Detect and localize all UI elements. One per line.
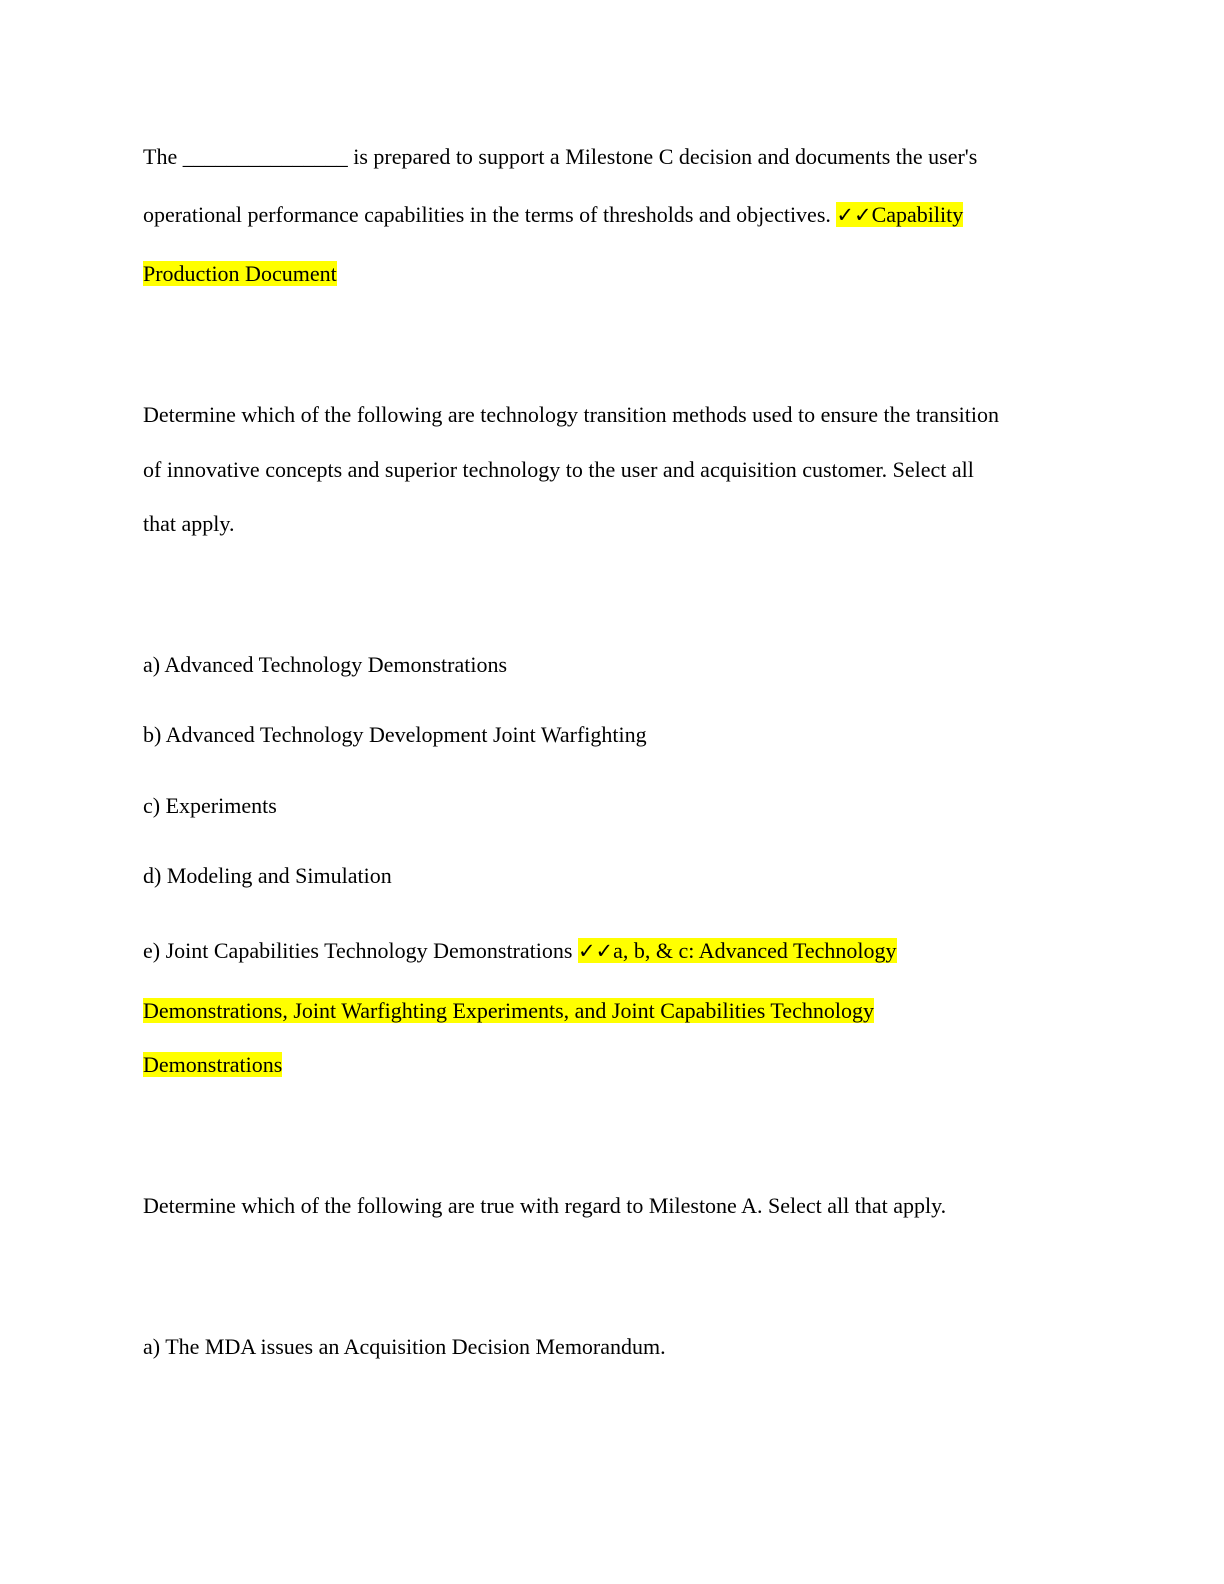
q2-answer-part-1: a, b, & c: Advanced Technology (613, 938, 897, 963)
q2-line-3: that apply. (143, 511, 235, 536)
q2-option-b: b) Advanced Technology Development Joint Warfighting (143, 722, 647, 747)
q3-option-a: a) The MDA issues an Acquisition Decision Memorandum. (143, 1334, 666, 1359)
q2-answer-line-3 (143, 1051, 282, 1079)
q1-answer-highlight-1 (836, 202, 963, 227)
q1-line-2 (143, 201, 963, 229)
q2-answer-highlight-1 (578, 938, 897, 963)
q3-line-1: Determine which of the following are true with regard to Milestone A. Select all that apply. (143, 1193, 947, 1218)
q2-line-1: Determine which of the following are technology transition methods used to ensure the transition (143, 402, 999, 427)
double-check-icon: ✓✓ (577, 939, 614, 963)
q2-option-e-text: e) Joint Capabilities Technology Demonstrations (143, 938, 578, 963)
q1-answer-part-2: Production Document (143, 261, 337, 286)
q2-answer-part-2: Demonstrations, Joint Warfighting Experiments, and Joint Capabilities Technology (143, 998, 874, 1023)
q2-answer-line-2 (143, 997, 874, 1025)
q1-line-3 (143, 260, 337, 288)
q1-line-2-text: operational performance capabilities in the terms of thresholds and objectives. (143, 202, 837, 227)
q2-option-c: c) Experiments (143, 793, 277, 818)
double-check-icon: ✓✓ (836, 203, 872, 227)
q2-option-d: d) Modeling and Simulation (143, 863, 392, 888)
q1-line-1: The _______________ is prepared to support a Milestone C decision and documents the user's (143, 144, 978, 169)
q2-answer-part-3: Demonstrations (143, 1052, 283, 1077)
q1-answer-part-1: Capability (871, 202, 964, 227)
q2-line-2: of innovative concepts and superior technology to the user and acquisition customer. Select all (143, 457, 974, 482)
q2-option-e (143, 937, 897, 965)
q2-option-a: a) Advanced Technology Demonstrations (143, 652, 508, 677)
